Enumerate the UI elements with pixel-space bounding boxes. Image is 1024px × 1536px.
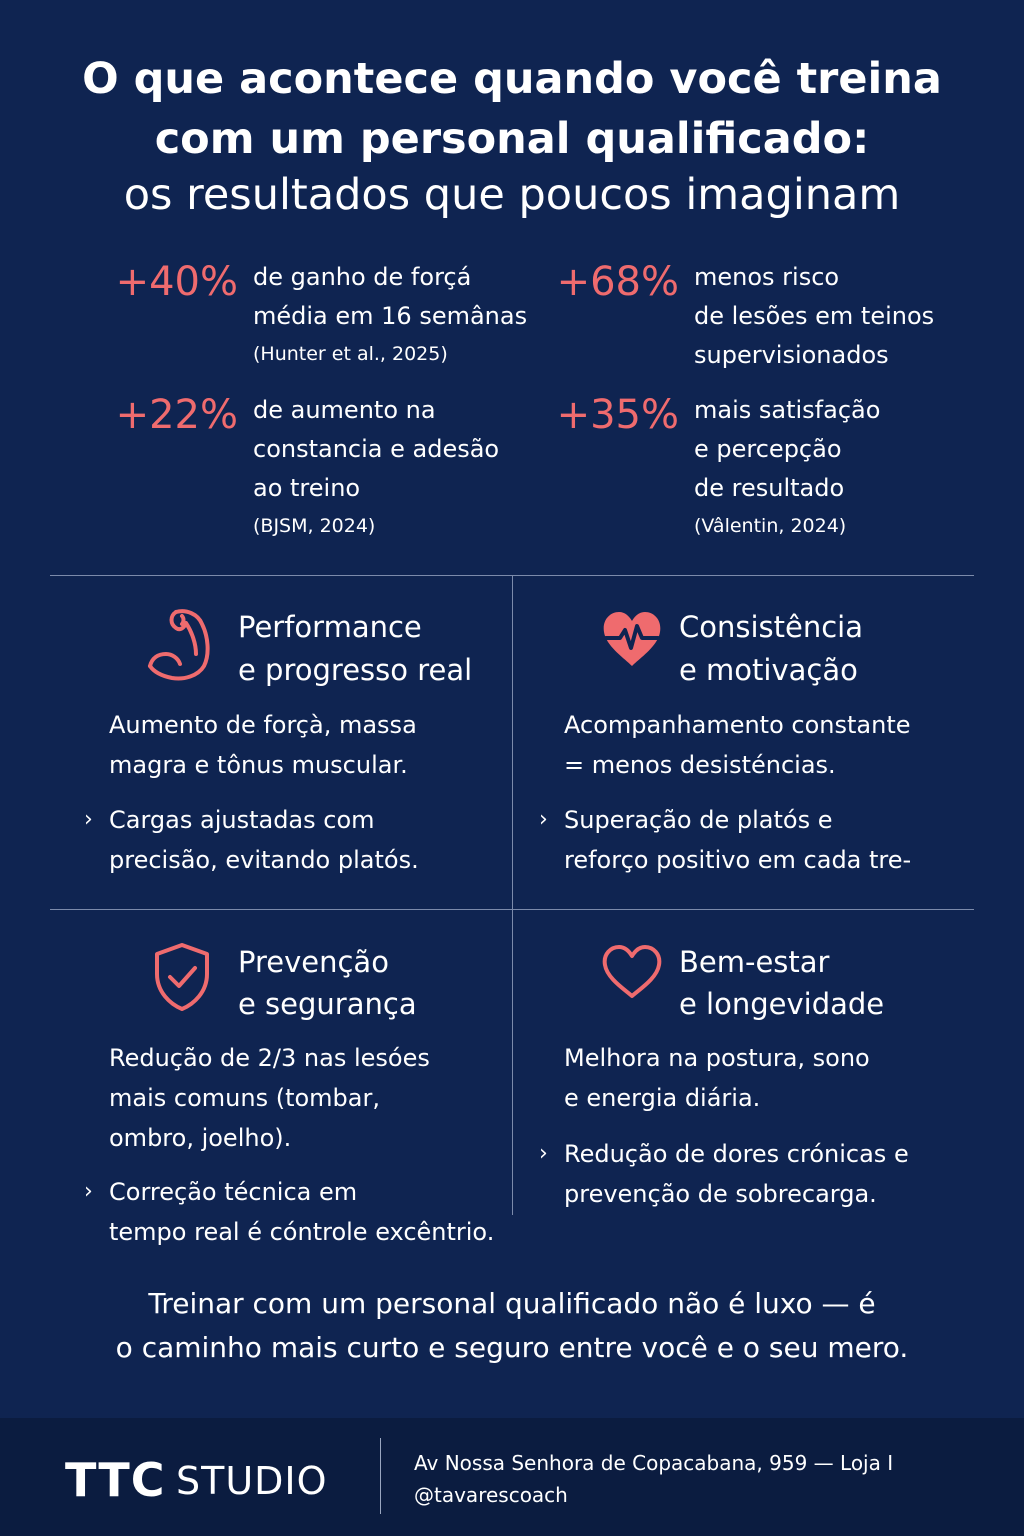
card-body-line: e energia diária. (564, 1084, 761, 1112)
stat-source: (BJSM, 2024) (253, 515, 376, 537)
brand-ttc: TTC (65, 1453, 166, 1507)
card-body-line: = menos desisténcias. (564, 751, 836, 779)
footer-address: Av Nossa Senhora de Copacabana, 959 — Loja I (414, 1451, 894, 1475)
card-body-line: mais comuns (tombar, (109, 1084, 380, 1112)
card-bullet-line: tempo real é cóntrole excêntrio. (109, 1218, 495, 1246)
divider-vertical (512, 575, 513, 1215)
stat-text: de aumento na (253, 396, 436, 424)
card-title: e progresso real (238, 653, 473, 687)
closing-line-2: o caminho mais curto e seguro entre você e o seu mero. (115, 1331, 909, 1364)
card-title: Consistência (679, 610, 864, 644)
stat-text: menos risco (694, 263, 840, 291)
page-title-line-2: com um personal qualificado: (154, 114, 870, 164)
card-bullet-line: prevenção de sobrecarga. (564, 1180, 877, 1208)
card-title: Bem-estar (679, 945, 830, 979)
card-body-line: Redução de 2/3 nas lesóes (109, 1044, 430, 1072)
card-bullet-line: precisão, evitando platós. (109, 846, 419, 874)
stat-text: constancia e adesão (253, 435, 500, 463)
stat-text: de lesões em teinos (694, 302, 935, 330)
stat-text: e percepção (694, 435, 842, 463)
card-bullet-line: reforço positivo em cada tre- (564, 846, 912, 874)
stat-text: mais satisfação (694, 396, 881, 424)
stat-text: ao treino (253, 474, 361, 502)
page-subtitle: os resultados que poucos imaginam (123, 170, 901, 220)
card-title: Prevenção (238, 945, 389, 979)
brand-studio: STUDIO (176, 1459, 328, 1503)
chevron-right-icon: › (84, 807, 93, 832)
card-title: e segurança (238, 987, 417, 1021)
closing-line-1: Treinar com um personal qualificado não é luxo — é (148, 1287, 876, 1320)
stat-value: +22% (115, 392, 238, 438)
chevron-right-icon: › (539, 1141, 548, 1166)
flexed-arm-icon (146, 606, 216, 690)
stat-text: média em 16 semânas (253, 302, 528, 330)
chevron-right-icon: › (84, 1179, 93, 1204)
stat-value: +40% (115, 259, 238, 305)
card-body-line: Melhora na postura, sono (564, 1044, 870, 1072)
footer-separator (380, 1438, 381, 1514)
stat-text: de ganho de forçá (253, 263, 472, 291)
stat-text: supervisionados (694, 341, 889, 369)
card-title: e longevidade (679, 987, 885, 1021)
stat-source: (Vâlentin, 2024) (694, 515, 847, 537)
footer (0, 1418, 1024, 1536)
card-bullet-line: Redução de dores crónicas e (564, 1140, 909, 1168)
page-title-line-1: O que acontece quando você treina (82, 54, 942, 104)
card-bullet-line: Superação de platós e (564, 806, 833, 834)
footer-handle: @tavarescoach (414, 1483, 568, 1507)
card-bullet-line: Correção técnica em (109, 1178, 358, 1206)
card-bullet-line: Cargas ajustadas com (109, 806, 375, 834)
stat-value: +68% (556, 259, 679, 305)
card-body-line: ombro, joelho). (109, 1124, 292, 1152)
card-body-line: Acompanhamento constante (564, 711, 911, 739)
card-title: e motivação (679, 653, 858, 687)
heart-pulse-icon (602, 612, 662, 672)
stat-text: de resultado (694, 474, 845, 502)
card-body-line: magra e tônus muscular. (109, 751, 408, 779)
heart-outline-icon (602, 944, 662, 1004)
shield-check-icon (152, 942, 212, 1016)
card-title: Performance (238, 610, 422, 644)
chevron-right-icon: › (539, 807, 548, 832)
stat-source: (Hunter et al., 2025) (253, 343, 448, 365)
card-body-line: Aumento de forçà, massa (109, 711, 417, 739)
stat-value: +35% (556, 392, 679, 438)
